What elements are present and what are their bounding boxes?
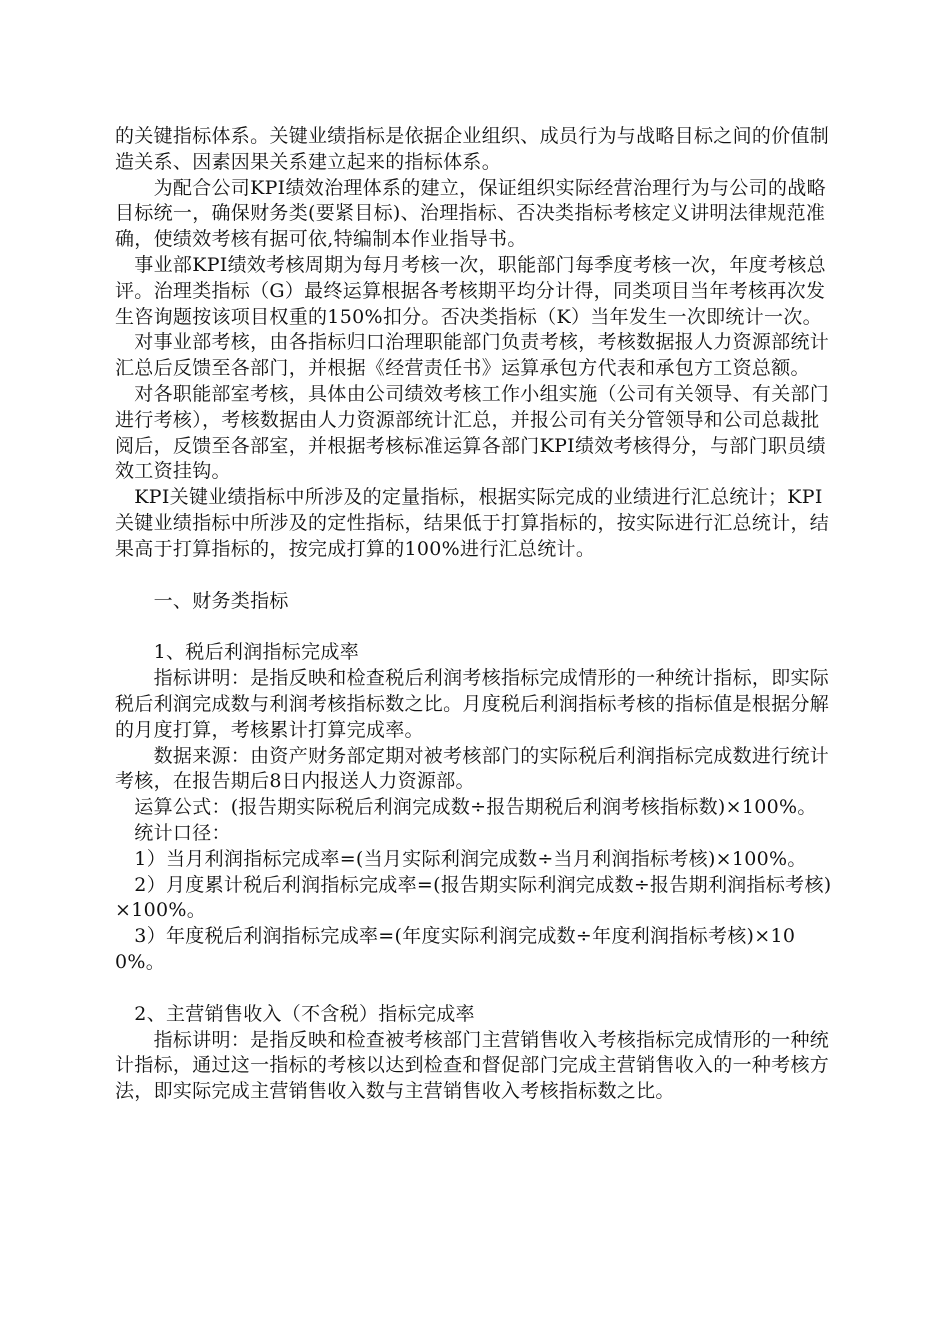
item-1-explanation: 指标讲明：是指反映和检查税后利润考核指标完成情形的一种统计指标，即实际税后利润完成数与利润考核指标数之比。月度税后利润指标考核的指标值是根据分解的月度打算，考核累计打算完成率。 <box>115 667 830 741</box>
paragraph-intro-1: 的关键指标体系。关键业绩指标是依据企业组织、成员行为与战略目标之间的价值制造关系、因素因果关系建立起来的指标体系。 <box>115 125 830 173</box>
item-1-formula: 运算公式：(报告期实际税后利润完成数÷报告期税后利润考核指标数)×100%。 <box>115 796 817 819</box>
item-1-scope-1: 1）当月利润指标完成率=(当月实际利润完成数÷当月利润指标考核)×100%。 <box>115 847 807 870</box>
paragraph-intro-4: 对事业部考核，由各指标归口治理职能部门负责考核，考核数据报人力资源部统计汇总后反馈至各部门，并根据《经营责任书》运算承包方代表和承包方工资总额。 <box>115 331 830 380</box>
spacer <box>115 614 835 640</box>
item-1-scope-3: 3）年度税后利润指标完成率=(年度实际利润完成数÷年度利润指标考核)×100%。 <box>115 925 796 973</box>
paragraph-intro-2: 为配合公司KPI绩效治理体系的建立，保证组织实际经营治理行为与公司的战略目标统一，确保财务类(要紧目标)、治理指标、否决类指标考核定义讲明法律规范准确，使绩效考核有据可依,特编制本作业指导书。 <box>115 176 826 251</box>
paragraph-intro-6: KPI关键业绩指标中所涉及的定量指标，根据实际完成的业绩进行汇总统计；KPI关键业绩指标中所涉及的定性指标，结果低于打算指标的，按实际进行汇总统计，结果高于打算指标的，按完成打算的100%进行汇总统计。 <box>115 486 830 560</box>
paragraph-intro-5: 对各职能部室考核，具体由公司绩效考核工作小组实施（公司有关领导、有关部门进行考核），考核数据由人力资源部统计汇总，并报公司有关分管领导和公司总裁批阅后，反馈至各部室，并根据考核标准运算各部门KPI绩效考核得分，与部门职员绩效工资挂钩。 <box>115 382 830 483</box>
paragraph-intro-3: 事业部KPI绩效考核周期为每月考核一次，职能部门每季度考核一次，年度考核总评。治理类指标（G）最终运算根据各考核期平均分计得，同类项目当年考核再次发生咨询题按该项目权重的150%扣分。否决类指标（K）当年发生一次即统计一次。 <box>115 253 826 328</box>
spacer <box>115 563 835 589</box>
item-1-scope-2: 2）月度累计税后利润指标完成率=(报告期实际利润完成数÷报告期利润指标考核)×100%。 <box>115 873 832 922</box>
spacer <box>115 976 835 1002</box>
document-body <box>115 124 835 1105</box>
section-heading-financial: 一、财务类指标 <box>115 589 289 612</box>
item-2-explanation: 指标讲明：是指反映和检查被考核部门主营销售收入考核指标完成情形的一种统计指标，通过这一指标的考核以达到检查和督促部门完成主营销售收入的一种考核方法，即实际完成主营销售收入数与主营销售收入考核指标数之比。 <box>115 1028 830 1103</box>
item-1-title: 1、税后利润指标完成率 <box>115 641 359 664</box>
item-2-title: 2、主营销售收入（不含税）指标完成率 <box>115 1002 475 1025</box>
item-1-scope-label: 统计口径： <box>115 821 231 844</box>
item-1-data-source: 数据来源：由资产财务部定期对被考核部门的实际税后利润指标完成数进行统计考核，在报告期后8日内报送人力资源部。 <box>115 744 830 793</box>
